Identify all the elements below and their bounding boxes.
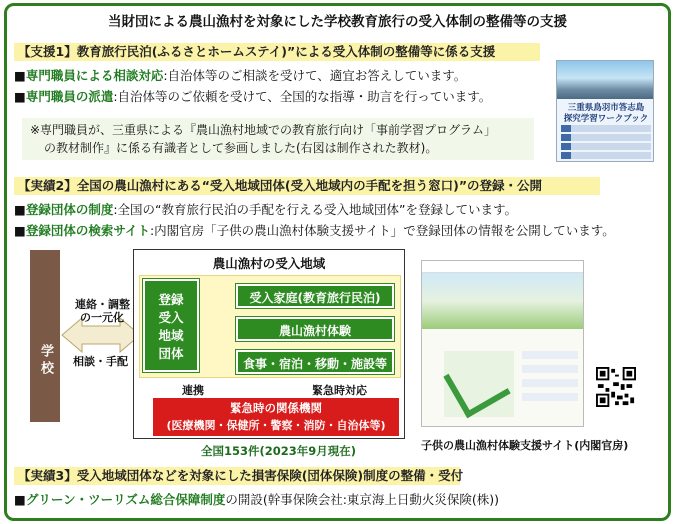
site-sidebar-item: [522, 351, 578, 359]
bullet-text: :全国の“教育旅行民泊の手配を行える受入地域団体”を登録しています。: [113, 202, 517, 217]
bullet-head: グリーン・ツーリズム総合保障制度: [25, 492, 226, 507]
workbook-title-1: 三重県鳥羽市答志島: [567, 103, 645, 113]
section3-heading-text: 【実績3】受入地域団体などを対象にした損害保険(団体保険)制度の整備・受付: [18, 468, 464, 483]
qr-code-icon: [596, 367, 636, 407]
site-header: [422, 261, 584, 273]
label-unified: の一元化: [80, 311, 124, 324]
emergency-title: 緊急時の関係機関: [230, 401, 322, 415]
bullet-head: 登録団体の制度: [25, 202, 114, 217]
section3-bullet-1: [14, 492, 499, 508]
bullet-mark: ■: [14, 68, 26, 83]
bullet-text: :自治体等のご依頼を受けて、全国的な指導・助言を行っています。: [113, 89, 492, 104]
bullet-head: 登録団体の検索サイト: [25, 223, 150, 238]
registration-count: 全国153件(2023年9月現在): [201, 444, 357, 458]
facilities-box: 食事・宿泊・移動・施設等: [236, 350, 394, 374]
site-caption: 子供の農山漁村体験支援サイト(内閣官房): [421, 439, 629, 452]
section3-heading: [14, 467, 464, 485]
label-emergency: 緊急時対応: [312, 384, 367, 397]
bullet-mark: ■: [14, 89, 26, 104]
registered-org-box: [143, 279, 199, 372]
section2-heading-text: 【実績2】全国の農山漁村にある“受入地域団体(受入地域内の手配を担う窓口)”の登録・公開: [18, 178, 543, 193]
label-consult: 相談・手配: [73, 355, 128, 368]
school-box: 学校: [30, 250, 60, 422]
bullet-mark: ■: [14, 492, 26, 507]
page-title: 当財団による農山漁村を対象にした学校教育旅行の受入体制の整備等の支援: [108, 14, 567, 30]
bullet-mark: ■: [14, 202, 26, 217]
site-sidebar-item: [522, 365, 578, 373]
bullet-head: 専門職員の派遣: [25, 89, 114, 104]
site-sidebar-item: [522, 379, 578, 387]
bullet-mark: ■: [14, 223, 26, 238]
bullet-text: の開設(幹事保険会社:東京海上日動火災保険(株)): [225, 492, 500, 507]
bullet-text: :内閣官房「子供の農山漁村体験支援サイト」で登録団体の情報を公開しています。: [149, 223, 615, 238]
label-cooperation: 連携: [182, 384, 204, 397]
note-line-1: ※専門職員が、三重県による『農山漁村地域での教育旅行向け「事前学習プログラム」: [30, 123, 496, 137]
region-title: 農山漁村の受入地域: [212, 256, 326, 271]
host-family-box: 受入家庭(教育旅行民泊): [236, 284, 394, 308]
site-sidebar-item: [522, 393, 578, 401]
bullet-head: 専門職員による相談対応: [25, 68, 164, 83]
section1-heading-text: 【支援1】教育旅行民泊(ふるさとホームステイ)”による受入体制の整備等に係る支援: [18, 44, 496, 59]
support-site-screenshot: [421, 260, 584, 427]
emergency-agencies-box: [153, 398, 399, 436]
note-line-2: の教材制作』に係る有識者として参画しました(右図は制作された教材)。: [44, 141, 438, 155]
org-box-text: 登録受入地域団体: [158, 292, 184, 361]
label-coordination: 連絡・調整: [75, 298, 130, 311]
experience-box: 農山漁村体験: [236, 317, 394, 341]
site-hero-image: [422, 273, 584, 329]
bullet-text: :自治体等のご相談を受けて、適宜お答えしています。: [163, 68, 467, 83]
emergency-list: (医療機関・保健所・警察・消防・自治体等): [166, 419, 386, 432]
workbook-title-2: 探究学習ワークブック: [563, 114, 649, 124]
